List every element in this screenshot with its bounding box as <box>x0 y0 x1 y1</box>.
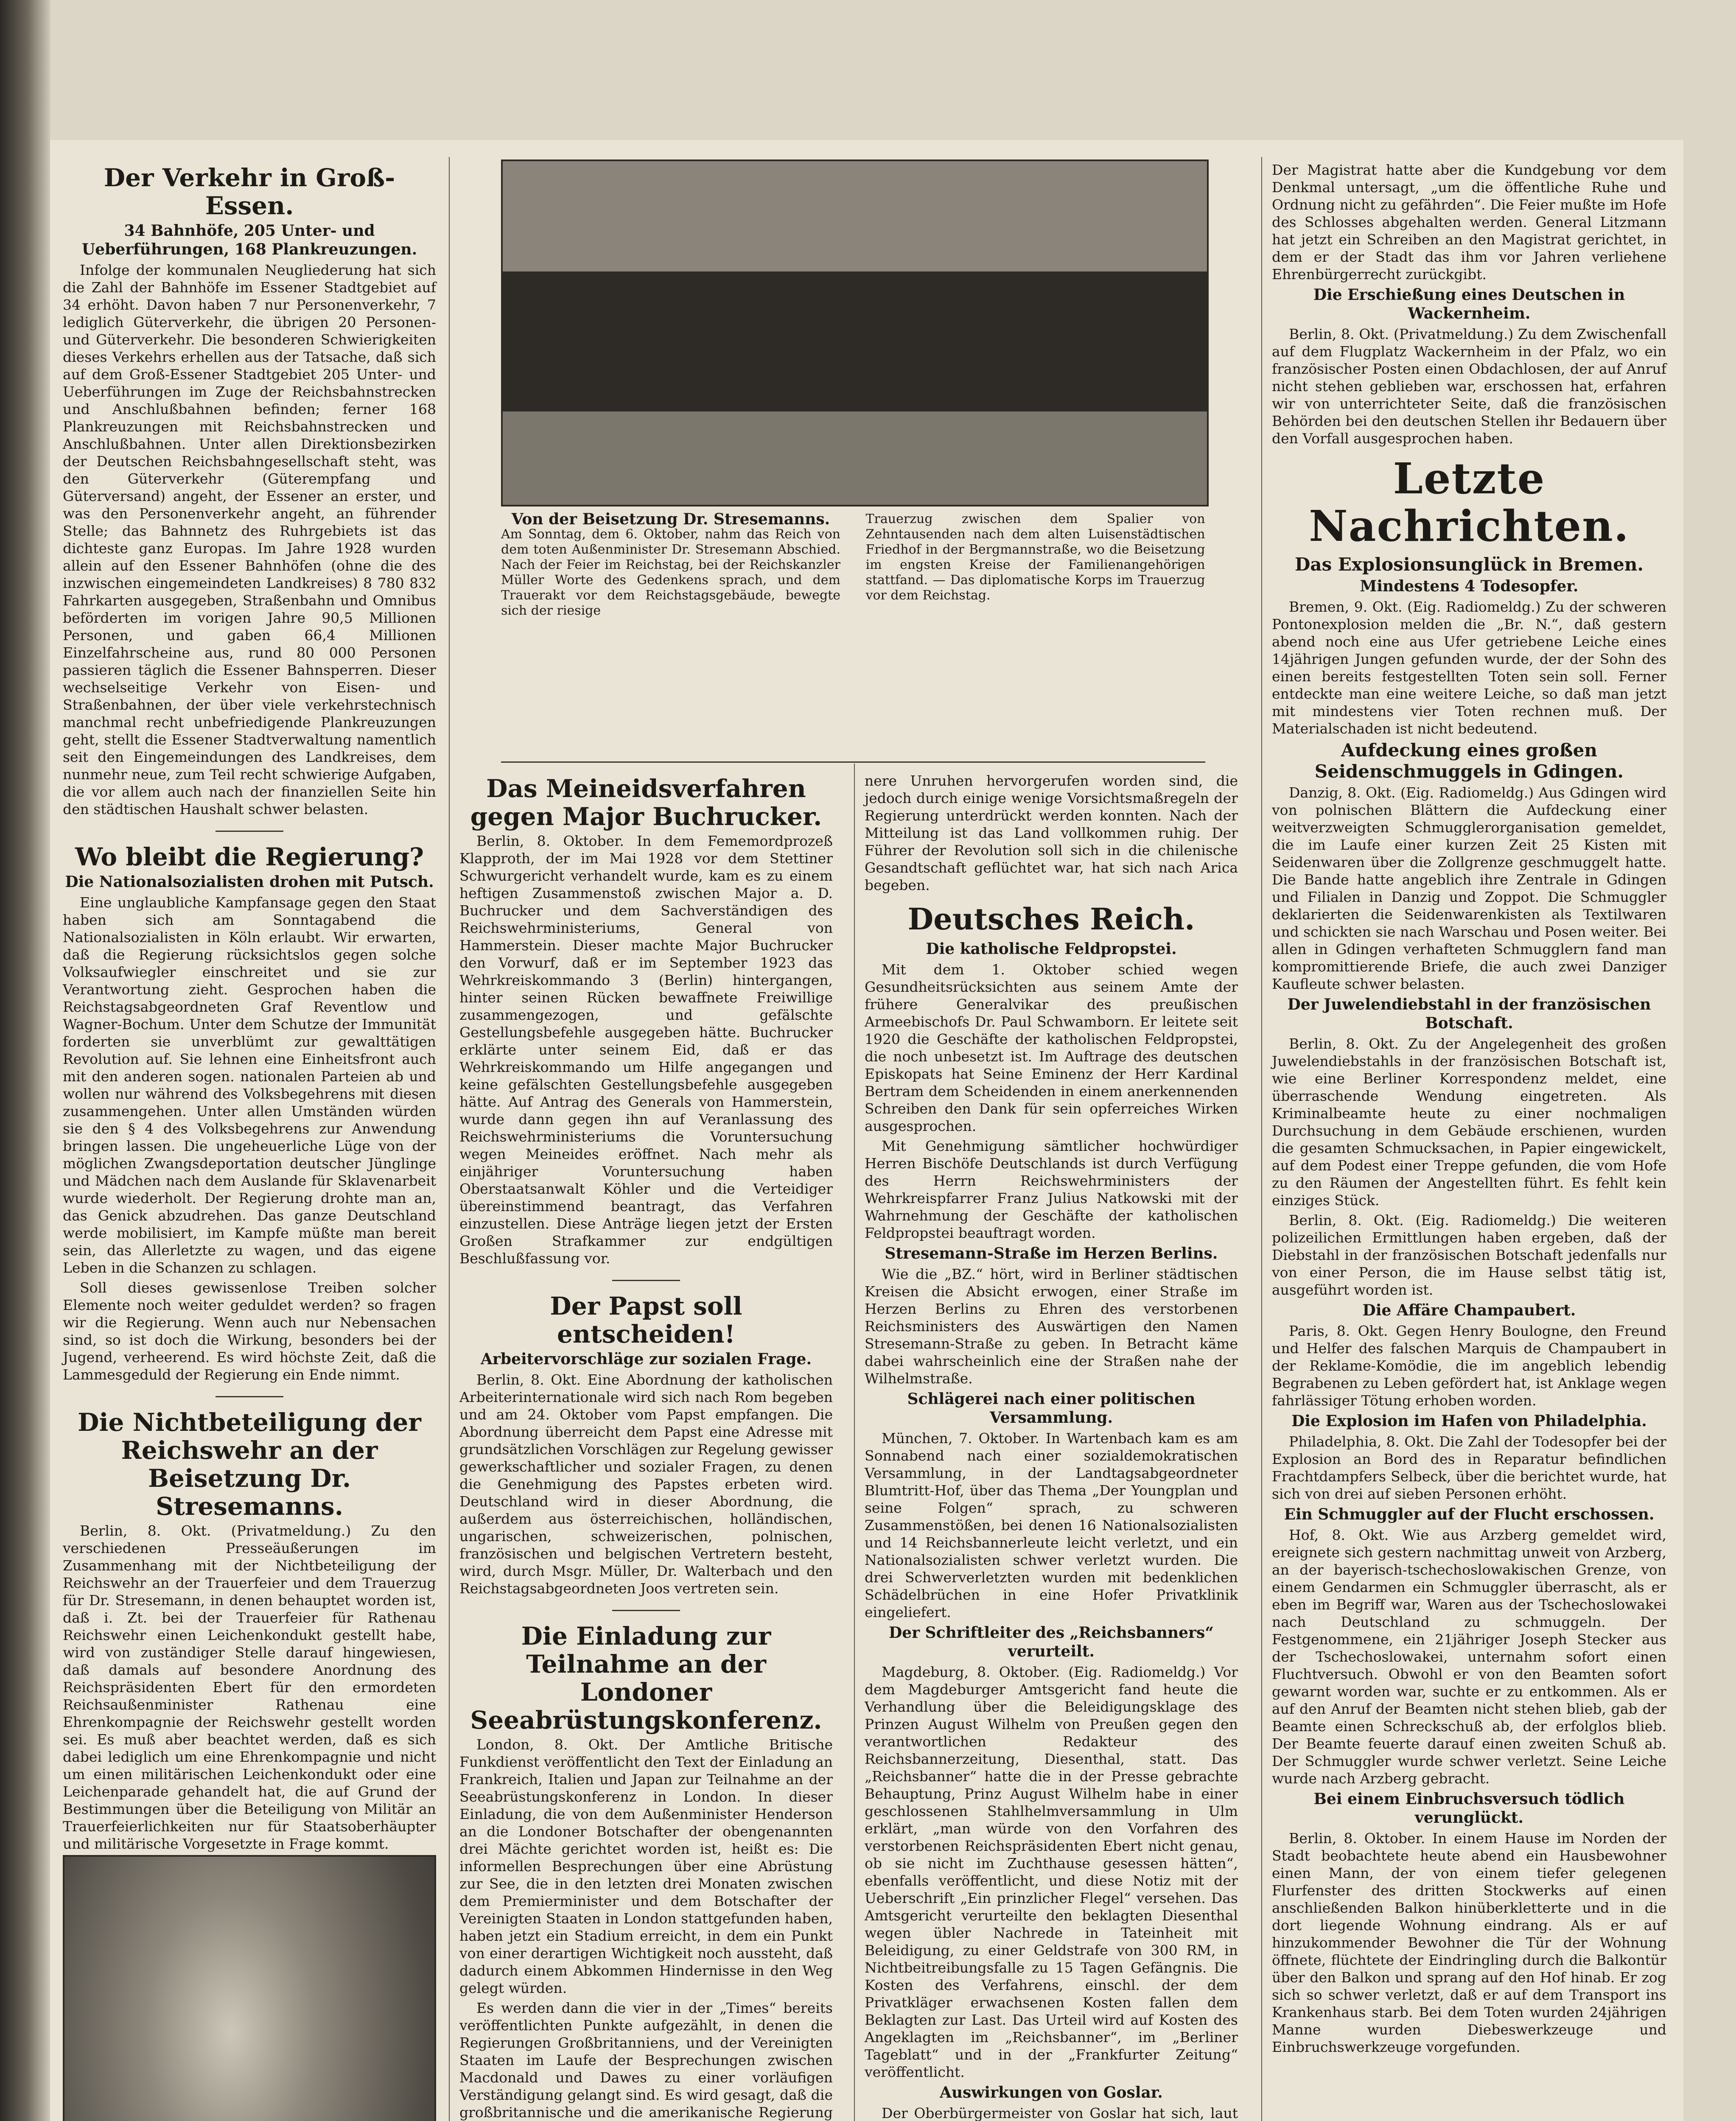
paragraph: Philadelphia, 8. Okt. Die Zahl der Todesopfer bei der Explosion an Bord des in Reparatur befindlichen Frachtdampfers Selbeck, über die berichtet wurde, hat sich von drei auf sieben Personen erhöht. <box>1272 1433 1666 1502</box>
column-rule <box>854 764 855 2121</box>
column-rule <box>1261 157 1262 2121</box>
photo-texture <box>503 161 1207 505</box>
headline: Die Einladung zur Teilnahme an der Londoner Seeabrüstungskonferenz. <box>470 1622 822 1735</box>
caption-left <box>501 512 840 618</box>
newspaper-page <box>50 140 1683 2121</box>
caption-text: Trauerzug zwischen dem Spalier von Zehntausenden nach dem alten Luisenstädtischen Friedhof in der Bergmannstraße, wo die Beisetzung im engsten Kreise der Familienangehörigen stattfand. — Das diplomatische Korps im Trauerzug vor dem Reichstag. <box>865 512 1205 603</box>
paragraph: München, 7. Oktober. In Wartenbach kam es am Sonnabend nach einer sozialdemokratischen Versammlung, in der Landtagsabgeordneter Blumtritt-Hof, über das Thema „Der Youngplan und seine Folgen“ sprach, zu schweren Zusammenstößen, bei denen 16 Nationalsozialisten und 14 Reichsbannerleute leicht verletzt, und ein Nationalsozialisten schwer verletzt wurden. Die drei Schwerverletzten wurden mit bedenklichen Schädelbrüchen in eine Hofer Privatklinik eingeliefert. <box>865 1430 1238 1620</box>
paragraph: Danzig, 8. Okt. (Eig. Radiomeldg.) Aus Gdingen wird von polnischen Blättern die Aufdeckung einer weitverzweigten Schmugglerorganisation gemeldet, die im Laufe einer kurzen Zeit 25 Kisten mit Seidenwaren über die Zollgrenze geschmuggelt hatte. Die Bande hatte angeblich ihre Zentrale in Gdingen und Filialen in Danzig und Zoppot. Die Schmuggler deklarierten die Seidenwarenkisten als Textilwaren und schickten sie nach Warschau und Posen weiter. Bei allen in Gdingen verhafteten Schmugglern fand man kompromittierende Briefe, die auch zwei Danziger Kaufleute schwer belasten. <box>1272 784 1666 992</box>
paragraph: Hof, 8. Okt. Wie aus Arzberg gemeldet wird, ereignete sich gestern nachmittag unweit von Arzberg, an der bayerisch-tschechoslowakischen Grenze, von einem Gendarmen ein Schmuggler überrascht, als er eben im Begriff war, Waren aus der Tschechoslowakei nach Deutschland zu schmuggeln. Der Festgenommene, ein 21jähriger Joseph Stecker aus der Tschechoslowakei, unternahm sofort einen Fluchtversuch. Obwohl er von den Beamten sofort gewarnt worden war, suchte er zu entkommen. Als er auf den Anruf der Beamten nicht stehen blieb, gab der Beamte einen Schreckschuß ab, der erfolglos blieb. Der Beamte feuerte darauf einen zweiten Schuß ab. Der Schmuggler wurde schwer verletzt. Seine Leiche wurde nach Arzberg gebracht. <box>1272 1527 1666 1787</box>
subheadline: Mindestens 4 Todesopfer. <box>1360 577 1579 595</box>
paragraph: London, 8. Okt. Der Amtliche Britische Funkdienst veröffentlicht den Text der Einladung an Frankreich, Italien und Japan zur Teilnahme an der Seeabrüstungskonferenz in London. In dieser Einladung, die von dem Außenminister Henderson an die Londoner Botschafter der obengenannten drei Mächte gerichtet worden ist, heißt es: Die informellen Besprechungen über eine Abrüstung zur See, die in den letzten drei Monaten zwischen dem Premierminister und dem Botschafter der Vereinigten Staaten in London stattgefunden haben, haben jetzt ein Stadium erreicht, in dem ein Punkt von einer derartigen Wichtigkeit noch aussteht, daß dadurch einem Abkommen Hindernisse in den Weg gelegt würden. <box>459 1736 833 1996</box>
separator <box>612 1610 680 1611</box>
subheadline: Ein Schmuggler auf der Flucht erschossen. <box>1284 1505 1655 1523</box>
paragraph: Berlin, 8. Okt. Eine Abordnung der katholischen Arbeiterinternationale wird sich nach Rom begeben und am 24. Oktober vom Papst empfangen. Die Abordnung überreicht dem Papst eine Adresse mit grundsätzlichen Vorschlägen zur Regelung gewisser gewerkschaftlicher und sozialer Fragen, zu denen die Genehmigung des Papstes erbeten wird. Deutschland wird in dieser Abordnung, die außerdem aus österreichischen, holländischen, ungarischen, schweizerischen, polnischen, französischen und belgischen Vertretern besteht, wird, durch Msgr. Müller, Dr. Walterbach und den Reichstagsabgeordneten Joos vertreten sein. <box>459 1371 833 1597</box>
paragraph: Infolge der kommunalen Neugliederung hat sich die Zahl der Bahnhöfe im Essener Stadtgebiet auf 34 erhöht. Davon haben 7 nur Personenverkehr, 7 lediglich Güterverkehr, die übrigen 20 Personen- und Güterverkehr. Die besonderen Schwierigkeiten dieses Verkehrs erhellen aus der Tatsache, daß sich auf dem Groß-Essener Stadtgebiet 205 Unter- und Ueberführungen im Zuge der Reichsbahnstrecken und Anschlußbahnen befinden; ferner 168 Plankreuzungen mit Reichsbahnstrecken und Anschlußbahnen. Unter allen Direktionsbezirken der Deutschen Reichsbahngesellschaft steht, was den Güterverkehr (Güterempfang und Güterversand) angeht, der Essener an erster, und was den Personenverkehr angeht, an führender Stelle; das Bahnnetz des Ruhrgebiets ist das dichteste ganz Europas. Im Jahre 1928 wurden allein auf den Essener Bahnhöfen (ohne die des inzwischen eingemeindeten Landkreises) 8 780 832 Fahrkarten ausgegeben, Straßenbahn und Omnibus beförderten im vorigen Jahre 90,5 Millionen Personen, und gaben 66,4 Millionen Einzelfahrscheine aus, rund 80 000 Personen passieren täglich die Essener Bahnsperren. Dieser wechselseitige Verkehr von Eisen- und Straßenbahnen, der über viele verkehrstechnisch manchmal recht unbefriedigende Plankreuzungen geht, stellt die Essener Stadtverwaltung namentlich seit den Eingemeindungen des Landkreises, dem nunmehr neue, zum Teil recht schwierige Aufgaben, die vor allem auch nach der finanziellen Seite hin den städtischen Haushalt schwer belasten. <box>63 262 436 817</box>
column-1 <box>63 161 436 2121</box>
separator <box>216 1396 283 1397</box>
funeral-procession-photo <box>501 159 1209 506</box>
column-4 <box>1272 161 1666 2121</box>
paragraph: Bremen, 9. Okt. (Eig. Radiomeldg.) Zu der schweren Pontonexplosion melden die „Br. N.“, daß gestern abend noch eine aus Ufer getriebene Leiche eines 14jährigen Jungen gefunden wurde, der der Sohn des einen bereits festgestellten Toten sein soll. Ferner entdeckte man eine weitere Leiche, so daß man jetzt mit mindestens vier Toten rechnen muß. Der Materialschaden ist nicht bedeutend. <box>1272 599 1666 737</box>
caption-text: Am Sonntag, dem 6. Oktober, nahm das Reich von dem toten Außenminister Dr. Stresemann Abschied. Nach der Feier im Reichstag, bei der Reichskanzler Müller Worte des Gedenkens sprach, und dem Trauerakt vor dem Reichstagsgebäude, bewegte sich der riesige <box>501 527 840 618</box>
paragraph: Berlin, 8. Okt. (Privatmeldung.) Zu den verschiedenen Presseäußerungen im Zusammenhang mit der Nichtbeteiligung der Reichswehr an der Trauerfeier und dem Trauerzug für Dr. Stresemann, in denen behauptet worden ist, daß i. Zt. bei der Trauerfeier für Rathenau Reichswehr einen Leichenkondukt gestellt habe, wird von zuständiger Stelle darauf hingewiesen, daß damals auf besondere Anordnung des Reichspräsidenten Ebert für den ermordeten Reichsaußenminister Rathenau eine Ehrenkompagnie der Reichswehr gestellt worden sei. Es muß aber beachtet werden, daß es sich dabei lediglich um eine Ehrenkompagnie und nicht um einen militärischen Leichenkondukt oder eine Leichenparade gehandelt hat, die auf Grund der Bestimmungen über die Beteiligung von Militär an Trauerfeierlichkeiten nur für Staatsoberhäupter und militärische Vorgesetzte in Frage kommt. <box>63 1522 436 1852</box>
paragraph: nere Unruhen hervorgerufen worden sind, die jedoch durch einige wenige Vorsichtsmaßregeln der Regierung unterdrückt werden konnten. Nach der Mitteilung ist das Land vollkommen ruhig. Der Führer der Revolution soll sich in die chilenische Gesandtschaft geflüchtet war, hat sich nach Arica begeben. <box>865 772 1238 893</box>
caption-title: Von der Beisetzung Dr. Stresemanns. <box>511 510 830 528</box>
headline: Das Explosionsunglück in Bremen. <box>1294 554 1644 575</box>
horizontal-rule <box>501 761 1205 763</box>
subheadline: Die Erschießung eines Deutschen in Wackernheim. <box>1313 286 1625 322</box>
subheadline: Die Explosion im Hafen von Philadelphia. <box>1291 1412 1647 1430</box>
headline: Aufdeckung eines großen Seidenschmuggels in Gdingen. <box>1314 740 1624 782</box>
paragraph: Berlin, 8. Oktober. In einem Hause im Norden der Stadt beobachtete heute abend ein Hausbewohner einen Mann, der von einem tiefer gelegenen Flurfenster des dritten Stockwerks auf einen anschließenden Balkon hinüberkletterte und in die dort liegende Wohnung eindrang. Als er auf hinzukommender Bewohner die Tür der Wohnung öffnete, flüchtete der Eindringling durch die Balkontür über den Balkon und sprang auf den Hof hinab. Er zog sich so schwer verletzt, daß er auf dem Transport ins Krankenhaus starb. Bei dem Toten wurden 24jährigen Manne wurden Diebeswerkzeuge und Einbruchswerkzeuge vorgefunden. <box>1272 1830 1666 2055</box>
paragraph: Berlin, 8. Okt. Zu der Angelegenheit des großen Juwelendiebstahls in der französischen Botschaft ist, wie eine Berliner Korrespondenz meldet, eine überraschende Wendung eingetreten. Als Kriminalbeamte heute zu einer nochmaligen Durchsuchung in dem Gebäude erschienen, wurden die gesamten Schmucksachen, in Papier eingewickelt, auf dem Podest einer Treppe gefunden, die vom Hofe zu den Räumen der Angestellten führt. Es fehlt kein einziges Stück. <box>1272 1035 1666 1209</box>
paragraph: Paris, 8. Okt. Gegen Henry Boulogne, den Freund und Helfer des falschen Marquis de Champaubert in der Reklame-Komödie, die im angeblich lebendig Begrabenen zu Leben gefördert hat, ist Anklage wegen fahrlässiger Tötung erhoben worden. <box>1272 1323 1666 1409</box>
subheadline: Bei einem Einbruchsversuch tödlich verunglückt. <box>1313 1790 1625 1827</box>
column-3 <box>865 772 1238 2121</box>
paragraph: Eine unglaubliche Kampfansage gegen den Staat haben sich am Sonntagabend die Nationalsozialisten in Köln erlaubt. Wir erwarten, daß die Regierung rücksichtslos gegen solche Volksaufwiegler einschreitet und sie zur Verantwortung zieht. Gesprochen haben die Reichstagsabgeordneten Graf Reventlow und Wagner-Bochum. Unter dem Schutze der Immunität forderten sie unverblümt zur gewalttätigen Revolution auf. Sie lehnen eine Einheitsfront auch mit den anderen sogen. nationalen Parteien ab und wollen nur während des Volksbegehrens mit diesen zusammengehen. Unter allen Umständen würden sie den § 4 des Volksbegehrens zur Anwendung bringen lassen. Die ungeheuerliche Lüge von der möglichen Zwangsdeportation deutscher Jünglinge und Mädchen nach dem Auslande für Sklavenarbeit wurde wiederholt. Der Regierung drohte man an, das Genick abzudrehen. Das ganze Deutschland werde mobilisiert, im Kampfe müßte man bereit sein, das Allerletzte zu wagen, und das eigene Leben in die Schanzen zu schlagen. <box>63 894 436 1276</box>
paragraph: Berlin, 8. Oktober. In dem Fememordprozeß Klapproth, der im Mai 1928 vor dem Stettiner Schwurgericht verhandelt wurde, kam es zu einem heftigen Zusammenstoß zwischen Major a. D. Buchrucker und dem Sachverständigen des Reichswehrministeriums, General von Hammerstein. Dieser machte Major Buchrucker den Vorwurf, daß er im September 1923 das Wehrkreiskommando 3 (Berlin) hintergangen, hinter seinen Rücken bewaffnete Freiwillige zusammengezogen, und gefälschte Gestellungsbefehle ausgegeben hätte. Buchrucker erklärte unter seinem Eid, daß er das Wehrkreiskommando um Hilfe angegangen und keine gefälschten Gestellungsbefehle ausgegeben hätte. Auf Antrag des Generals von Hammerstein, wurde dann gegen ihn auf Veranlassung des Reichswehrministeriums die Voruntersuchung wegen Meineides eröffnet. Nach mehr als einjähriger Voruntersuchung haben Oberstaatsanwalt Köhler und die Verteidiger übereinstimmend beantragt, das Verfahren einzustellen. Diese Anträge liegen jetzt der Ersten Großen Strafkammer zur endgültigen Beschlußfassung vor. <box>459 833 833 1267</box>
separator <box>216 831 283 832</box>
paragraph: Der Magistrat hatte aber die Kundgebung vor dem Denkmal untersagt, „um die öffentliche Ruhe und Ordnung nicht zu gefährden“. Die Feier mußte im Hofe des Schlosses abgehalten werden. General Litzmann hat jetzt ein Schreiben an den Magistrat gerichtet, in dem er der Stadt das ihm vor Jahren verliehene Ehrenbürgerrecht zurückgibt. <box>1272 162 1666 283</box>
paragraph: Der Oberbürgermeister von Goslar hat sich, laut <box>882 2105 1238 2121</box>
column-2 <box>459 772 833 2121</box>
book-spine-shadow <box>0 0 50 2121</box>
subheadline: Auswirkungen von Goslar. <box>940 2084 1163 2101</box>
headline: Der Papst soll entscheiden! <box>550 1292 742 1349</box>
paragraph: Es werden dann die vier in der „Times“ bereits veröffentlichten Punkte aufgezählt, in denen die Regierungen Großbritanniens, und der Vereinigten Staaten im Laufe der Besprechungen zwischen Macdonald und Dawes zu einer vorläufigen Verständigung gelangt sind. Es wird gesagt, daß die großbritannische und die amerikanische Regierung <box>459 2000 833 2121</box>
headline: Der Verkehr in Groß-Essen. <box>104 163 395 220</box>
paragraph: Mit Genehmigung sämtlicher hochwürdiger Herren Bischöfe Deutschlands ist durch Verfügung des Herrn Reichswehrministers der Wehrkreispfarrer Franz Julius Natkowski mit der Wahrnehmung der Geschäfte der katholischen Feldpropstei beauftragt worden. <box>865 1138 1238 1241</box>
subheadline: Der Juwelendiebstahl in der französischen Botschaft. <box>1287 996 1651 1032</box>
subheadline: Die Affäre Champaubert. <box>1362 1301 1576 1319</box>
subheadline: Arbeitervorschläge zur sozialen Frage. <box>481 1350 812 1368</box>
subheadline: Schlägerei nach einer politischen Versammlung. <box>907 1390 1196 1427</box>
separator <box>612 1280 680 1281</box>
subheadline: 34 Bahnhöfe, 205 Unter- und Ueberführungen, 168 Plankreuzungen. <box>81 222 417 258</box>
headline: Wo bleibt die Regierung? <box>75 842 424 871</box>
subheadline: Die katholische Feldpropstei. <box>926 940 1177 958</box>
section-heading: Letzte Nachrichten. <box>1309 453 1630 551</box>
headline: Das Meineidsverfahren gegen Major Buchrucker. <box>470 774 822 831</box>
section-heading: Deutsches Reich. <box>907 901 1195 937</box>
paragraph: Mit dem 1. Oktober schied wegen Gesundheitsrücksichten aus seinem Amte der frühere Generalvikar des preußischen Armeebischofs Dr. Paul Schwamborn. Er leitete seit 1920 die Geschäfte der katholischen Feldpropstei, die noch unbesetzt ist. Im Auftrage des deutschen Episkopats hat Seine Eminenz der Herr Kardinal Bertram dem Scheidenden in einem anerkennenden Schreiben den Dank für sein opferreiches Wirken ausgesprochen. <box>865 961 1238 1134</box>
subheadline: Stresemann-Straße im Herzen Berlins. <box>885 1245 1218 1262</box>
headline: Die Nichtbeteiligung der Reichswehr an der Beisetzung Dr. Stresemanns. <box>78 1408 421 1521</box>
paragraph: Wie die „BZ.“ hört, wird in Berliner städtischen Kreisen die Absicht erwogen, einer Straße im Herzen Berlins zu Ehren des verstorbenen Reichsministers des Auswärtigen den Namen Stresemann-Straße zu geben. In Betracht käme dabei wahrscheinlich eine der Straßen nahe der Wilhelmstraße. <box>865 1266 1238 1387</box>
caption-right <box>866 512 1205 603</box>
paragraph: Soll dieses gewissenlose Treiben solcher Elemente noch weiter geduldet werden? so fragen wir die Regierung. Wenn auch nur Nebensachen sind, so ist doch die Wirkung, besonders bei der Jugend, verheerend. Es wird höchste Zeit, daß die Lammesgeduld der Regierung ein Ende nimmt. <box>63 1279 436 1383</box>
paragraph: Berlin, 8. Okt. (Eig. Radiomeldg.) Die weiteren polizeilichen Ermittlungen haben ergeben, daß der Diebstahl in der französischen Botschaft jedenfalls nur von einer Person, die im Hause selbst tätig ist, ausgeführt worden ist. <box>1272 1212 1666 1298</box>
subheadline: Die Nationalsozialisten drohen mit Putsch. <box>65 873 434 891</box>
paragraph: Berlin, 8. Okt. (Privatmeldung.) Zu dem Zwischenfall auf dem Flugplatz Wackernheim in der Pfalz, wo ein französischer Posten einen Obdachlosen, der auf Anruf nicht stehen geblieben war, erschossen hat, erfahren wir von unterrichteter Seite, daß die französischen Behörden bei den deutschen Stellen ihr Bedauern über den Vorfall ausgesprochen haben. <box>1272 326 1666 447</box>
portrait-photo <box>63 1855 436 2121</box>
photo-caption <box>501 512 1205 618</box>
column-rule <box>449 157 450 2121</box>
subheadline: Der Schriftleiter des „Reichsbanners“ verurteilt. <box>889 1624 1214 1660</box>
paragraph: Magdeburg, 8. Oktober. (Eig. Radiomeldg.) Vor dem Magdeburger Amtsgericht fand heute die Verhandlung über die Beleidigungsklage des Prinzen August Wilhelm von Preußen gegen den verantwortlichen Redakteur des Reichsbannerzeitung, Diesenthal, statt. Das „Reichsbanner“ hatte die in der Presse gebrachte Behauptung, Prinz August Wilhelm habe in einer geschlossenen Stahlhelmversammlung in Ulm erklärt, „man würde von den Vorfahren des verstorbenen Reichspräsidenten Ebert nicht genau, ob sie nicht im Zuchthause gesessen hätten“, ebenfalls veröffentlicht, und diese Notiz mit der Ueberschrift „Ein prinzlicher Flegel“ versehen. Das Amtsgericht verurteilte den beklagten Diesenthal wegen übler Nachrede in Tateinheit mit Beleidigung, zu einer Geldstrafe von 300 RM, in Nichtbeitreibungsfalle zu 15 Tagen Gefängnis. Die Kosten des Verfahrens, einschl. der dem Privatkläger erwachsenen Kosten fallen dem Beklagten zur Last. Das Urteil wird auf Kosten des Angeklagten im „Reichsbanner“, im „Berliner Tageblatt“ und in der „Frankfurter Zeitung“ veröffentlicht. <box>865 1664 1238 2080</box>
